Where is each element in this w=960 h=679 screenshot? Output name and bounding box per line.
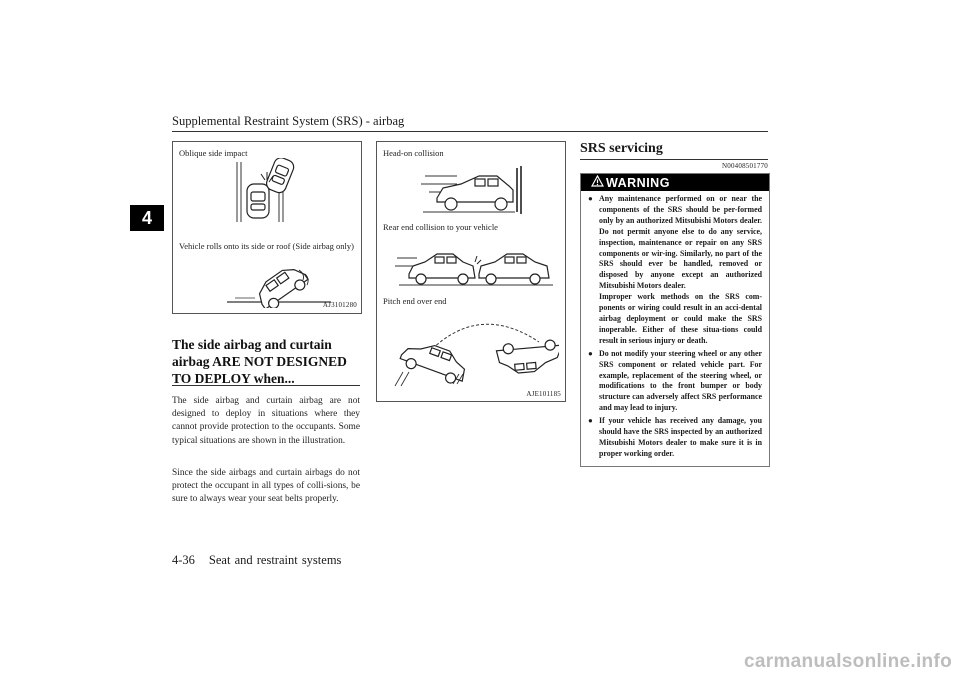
figure-side-impact bbox=[172, 141, 362, 314]
wall-icon bbox=[517, 166, 521, 214]
figure-label-rear-end: Rear end collision to your vehicle bbox=[383, 222, 498, 232]
warning-list bbox=[581, 191, 769, 466]
impact-burst-icon bbox=[475, 256, 481, 264]
car-top-view-icon bbox=[247, 158, 296, 218]
srs-heading-rule bbox=[580, 159, 768, 160]
sedan-side-icon bbox=[437, 176, 513, 210]
rear-end-collision-illustration bbox=[395, 244, 555, 288]
bullet-icon: ● bbox=[588, 194, 593, 203]
chapter-tab: 4 bbox=[130, 205, 164, 231]
heading-not-designed-to-deploy: The side airbag and curtain airbag ARE NOT DESIGNED TO DEPLOY when... bbox=[172, 337, 347, 386]
rollover-illustration bbox=[225, 264, 335, 308]
watermark: carmanualsonline.info bbox=[744, 651, 952, 672]
paragraph-not-deploy-1: The side airbag and curtain airbag are not designed to deploy in situations where they cannot provide protection to the occupants. Some typical situations are shown in the illustration. bbox=[172, 396, 360, 446]
page-footer bbox=[172, 553, 341, 568]
warning-triangle-icon bbox=[591, 175, 604, 190]
rear-car-icon bbox=[409, 254, 475, 284]
heading-rule bbox=[172, 385, 360, 386]
paragraph-not-deploy-2: Since the side airbags and curtain airbags do not protect the occupant in all types of colli-sions, be sure to always wear your seat belts properly. bbox=[172, 468, 360, 505]
warning-item-extra: Improper work methods on the SRS com-ponents or wiring could result in an acci-dental airbag deployment or could make the SRS inoperable. Either of these situa-tions could result in serious injury or death. bbox=[599, 292, 762, 345]
figure-code-left: AJ3101280 bbox=[322, 301, 357, 309]
warning-item-text: Any maintenance performed on or near the components of the SRS should be per-formed only by an authorized Mitsubishi Motors dealer. Do not permit anyone else to do any service, inspection, maintenance or repair on any SRS components or wir-ing. Similarly, no part of the SRS should ever be handled, removed or disposed by anyone except an authorized Mitsubishi Motors dealer. bbox=[599, 194, 762, 291]
warning-item-text: Do not modify your steering wheel or any other SRS component or related vehicle part. For example, replacement of the steering wheel, or modifications to the front bumper or body structure can adversely affect SRS performance and may lead to injury. bbox=[599, 348, 762, 413]
warning-item bbox=[588, 416, 762, 460]
header-rule bbox=[172, 131, 768, 132]
warning-item-text: If your vehicle has received any damage, you should have the SRS inspected by an authorized Mitsubishi Motors dealer to make sure it is in proper working order. bbox=[599, 416, 762, 458]
figure-label-pitch: Pitch end over end bbox=[383, 296, 447, 306]
warning-item bbox=[588, 194, 762, 347]
heading-srs-servicing: SRS servicing bbox=[580, 141, 663, 156]
figure-collision-types bbox=[376, 141, 566, 402]
page-number: 4-36 bbox=[172, 553, 195, 567]
speed-lines-icon bbox=[395, 258, 417, 266]
trajectory-arc-icon bbox=[429, 324, 539, 352]
pitch-over-illustration bbox=[389, 308, 559, 388]
warning-header bbox=[581, 174, 769, 191]
figure-code-middle: AJE101185 bbox=[526, 390, 561, 398]
flipped-car-icon bbox=[496, 339, 559, 374]
warning-title: WARNING bbox=[606, 175, 670, 190]
figure-label-head-on: Head-on collision bbox=[383, 148, 444, 158]
footer-section: Seat and restraint systems bbox=[208, 553, 342, 567]
figure-label-rollover: Vehicle rolls onto its side or roof (Side airbag only) bbox=[179, 241, 354, 251]
front-car-icon bbox=[479, 254, 549, 284]
bullet-icon: ● bbox=[588, 416, 593, 426]
figure-label-oblique: Oblique side impact bbox=[179, 148, 248, 158]
bullet-icon: ● bbox=[588, 348, 593, 358]
page-header-title: Supplemental Restraint System (SRS) - airbag bbox=[172, 114, 405, 128]
head-on-collision-illustration bbox=[417, 164, 527, 216]
srs-reference-code: N00408501770 bbox=[722, 162, 768, 170]
warning-box bbox=[580, 173, 770, 467]
oblique-impact-illustration bbox=[223, 158, 313, 224]
warning-item bbox=[588, 349, 762, 414]
